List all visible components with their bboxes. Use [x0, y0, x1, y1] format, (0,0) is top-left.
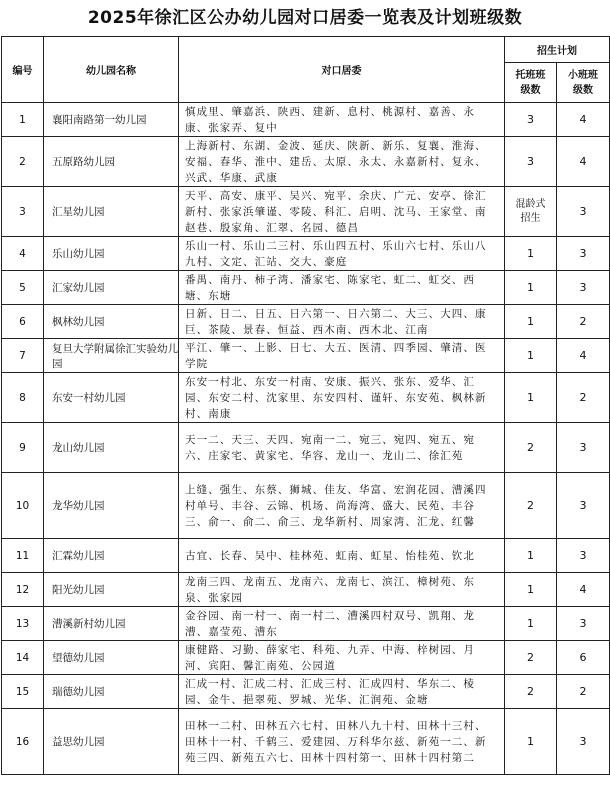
kindergarten-name: 阳光幼儿园 [44, 573, 179, 607]
tuo-class-count: 1 [505, 339, 557, 373]
kindergarten-table [1, 36, 610, 775]
residential-committees: 龙南三四、龙南五、龙南六、龙南七、滨江、樟树苑、东泉、张家园 [179, 573, 505, 607]
kindergarten-name: 龙山幼儿园 [44, 423, 179, 473]
kindergarten-name: 漕溪新村幼儿园 [44, 607, 179, 641]
tuo-class-count: 1 [505, 373, 557, 423]
residential-committees: 天一二、天三、天四、宛南一二、宛三、宛四、宛五、宛六、庄家宅、黄家宅、华容、龙山一、龙山二、徐汇苑 [179, 423, 505, 473]
kindergarten-name: 汇星幼儿园 [44, 187, 179, 237]
kindergarten-name: 乐山幼儿园 [44, 237, 179, 271]
xiao-class-count: 3 [557, 473, 610, 539]
xiao-class-count: 3 [557, 423, 610, 473]
header-name: 幼儿园名称 [44, 37, 179, 103]
residential-committees: 东安一村北、东安一村南、安康、振兴、张东、爱华、汇园、东安二村、沈家里、东安四村、谨轩、东安苑、枫林新村、南康 [179, 373, 505, 423]
xiao-class-count: 2 [557, 373, 610, 423]
table-row [2, 573, 610, 607]
row-number: 13 [2, 607, 44, 641]
residential-committees: 上海新村、东湖、金波、延庆、陕新、新乐、复襄、淮海、安福、春华、淮中、建岳、太原、永太、永嘉新村、复永、兴武、华康、武康 [179, 137, 505, 187]
row-number: 1 [2, 103, 44, 137]
residential-committees: 汇成一村、汇成二村、汇成三村、汇成四村、华东二、棱园、金牛、挹翠苑、罗城、光华、汇润苑、金塘 [179, 675, 505, 709]
table-row [2, 675, 610, 709]
row-number: 12 [2, 573, 44, 607]
residential-committees: 慎成里、肇嘉浜、陕西、建新、息村、桃源村、嘉善、永康、张家弄、复中 [179, 103, 505, 137]
tuo-class-count: 3 [505, 103, 557, 137]
row-number: 4 [2, 237, 44, 271]
table-row [2, 339, 610, 373]
table-row [2, 423, 610, 473]
tuo-class-count: 1 [505, 607, 557, 641]
table-row [2, 305, 610, 339]
table-row [2, 709, 610, 775]
table-row [2, 641, 610, 675]
tuo-class-count: 混龄式招生 [505, 187, 557, 237]
row-number: 8 [2, 373, 44, 423]
tuo-class-count: 1 [505, 305, 557, 339]
kindergarten-name: 龙华幼儿园 [44, 473, 179, 539]
xiao-class-count: 4 [557, 573, 610, 607]
row-number: 7 [2, 339, 44, 373]
xiao-class-count: 2 [557, 305, 610, 339]
tuo-class-count: 3 [505, 137, 557, 187]
xiao-class-count: 3 [557, 187, 610, 237]
kindergarten-name: 复旦大学附属徐汇实验幼儿园 [44, 339, 179, 373]
kindergarten-name: 益思幼儿园 [44, 709, 179, 775]
row-number: 6 [2, 305, 44, 339]
kindergarten-name: 东安一村幼儿园 [44, 373, 179, 423]
row-number: 2 [2, 137, 44, 187]
header-num: 编号 [2, 37, 44, 103]
residential-committees: 古宜、长春、吴中、桂林苑、虹南、虹星、怡桂苑、钦北 [179, 539, 505, 573]
kindergarten-name: 襄阳南路第一幼儿园 [44, 103, 179, 137]
row-number: 9 [2, 423, 44, 473]
xiao-class-count: 3 [557, 709, 610, 775]
residential-committees: 康健路、习勤、薛家宅、科苑、九弄、中海、梓树园、月河、宾阳、馨汇南苑、公园道 [179, 641, 505, 675]
xiao-class-count: 3 [557, 271, 610, 305]
row-number: 5 [2, 271, 44, 305]
kindergarten-name: 瑞德幼儿园 [44, 675, 179, 709]
residential-committees: 乐山一村、乐山二三村、乐山四五村、乐山六七村、乐山八九村、文定、汇站、交大、豪庭 [179, 237, 505, 271]
xiao-class-count: 3 [557, 607, 610, 641]
tuo-class-count: 1 [505, 573, 557, 607]
tuo-class-count: 1 [505, 237, 557, 271]
xiao-class-count: 4 [557, 339, 610, 373]
row-number: 3 [2, 187, 44, 237]
residential-committees: 番禺、南丹、柿子湾、潘家宅、陈家宅、虹二、虹交、西塘、东塘 [179, 271, 505, 305]
tuo-class-count: 2 [505, 473, 557, 539]
row-number: 15 [2, 675, 44, 709]
table-row [2, 539, 610, 573]
row-number: 14 [2, 641, 44, 675]
header-plan: 招生计划 [505, 37, 610, 63]
page-title: 2025年徐汇区公办幼儿园对口居委一览表及计划班级数 [87, 8, 523, 28]
residential-committees: 天平、高安、康平、吴兴、宛平、余庆、广元、安亭、徐汇新村、张家浜肇谨、零陵、科汇、启明、沈马、王家堂、南赵巷、殷家角、汇翠、名园、德昌 [179, 187, 505, 237]
tuo-class-count: 2 [505, 675, 557, 709]
tuo-class-count: 1 [505, 539, 557, 573]
xiao-class-count: 4 [557, 103, 610, 137]
row-number: 11 [2, 539, 44, 573]
residential-committees: 日新、日二、日五、日六第一、日六第二、大三、大四、康巨、茶陵、景春、恒益、西木南、西木北、江南 [179, 305, 505, 339]
table-row [2, 271, 610, 305]
kindergarten-name: 五原路幼儿园 [44, 137, 179, 187]
table-row [2, 137, 610, 187]
table-row [2, 237, 610, 271]
table-row [2, 187, 610, 237]
table-row [2, 373, 610, 423]
residential-committees: 上缝、强生、东蔡、狮城、佳友、华富、宏润花园、漕溪四村单号、丰谷、云锦、机场、尚海湾、盛大、民苑、丰谷三、俞一、俞二、俞三、龙华新村、周家湾、汇龙、红馨 [179, 473, 505, 539]
xiao-class-count: 3 [557, 237, 610, 271]
residential-committees: 平江、肇一、上影、日七、大五、医清、四季园、肇清、医学院 [179, 339, 505, 373]
table-row [2, 607, 610, 641]
tuo-class-count: 1 [505, 271, 557, 305]
kindergarten-name: 望德幼儿园 [44, 641, 179, 675]
kindergarten-name: 汇霖幼儿园 [44, 539, 179, 573]
row-number: 10 [2, 473, 44, 539]
xiao-class-count: 2 [557, 675, 610, 709]
table-row [2, 473, 610, 539]
xiao-class-count: 4 [557, 137, 610, 187]
tuo-class-count: 2 [505, 641, 557, 675]
residential-committees: 田林一二村、田林五六七村、田林八九十村、田林十三村、田林十一村、千鹤三、爱建园、万科华尔兹、新苑一二、新苑三四、新苑五六七、田林十四村第一、田林十四村第二 [179, 709, 505, 775]
residential-committees: 金谷园、南一村一、南一村二、漕溪四村双号、凯翔、龙漕、嘉莹苑、漕东 [179, 607, 505, 641]
row-number: 16 [2, 709, 44, 775]
table-row [2, 103, 610, 137]
header-areas: 对口居委 [179, 37, 505, 103]
xiao-class-count: 6 [557, 641, 610, 675]
header-xiao: 小班班级数 [557, 63, 610, 103]
header-tuo: 托班班级数 [505, 63, 557, 103]
tuo-class-count: 2 [505, 423, 557, 473]
kindergarten-name: 枫林幼儿园 [44, 305, 179, 339]
tuo-class-count: 1 [505, 709, 557, 775]
kindergarten-name: 汇家幼儿园 [44, 271, 179, 305]
xiao-class-count: 3 [557, 539, 610, 573]
